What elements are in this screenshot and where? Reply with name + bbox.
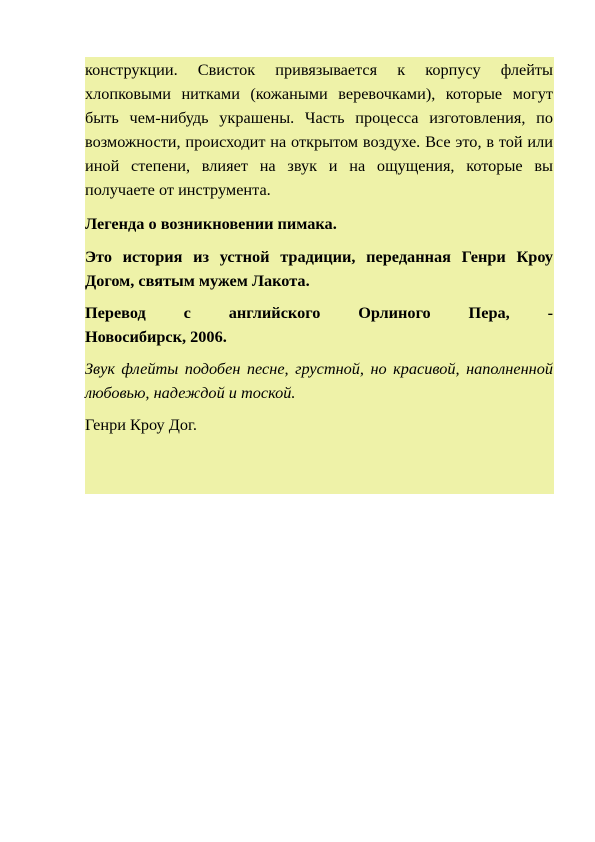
quote-author: Генри Кроу Дог. <box>85 415 197 435</box>
body-paragraph: конструкции. Свисток привязывается к корпусу флейты хлопковыми нитками (кожаными веревочками), которые могут быть чем-нибудь украшены. Часть процесса изготовления, по возможности, происходит на открытом воздухе. Все это, в той или иной степени, влияет на звук и на ощущения, которые вы получаете от инструмента. <box>85 60 553 200</box>
legend-heading: Легенда о возникновении пимака. <box>85 213 337 233</box>
translation-credit-line-1: Перевод с английского Орлиного Пера, - <box>85 302 553 322</box>
flute-quote: Звук флейты подобен песне, грустной, но красивой, наполненной любовью, надеждой и тоской. <box>85 359 553 403</box>
translation-credit <box>85 301 553 349</box>
translation-credit-line-2: Новосибирск, 2006. <box>85 326 227 346</box>
document-text-block <box>85 58 553 437</box>
story-origin-paragraph: Это история из устной традиции, переданная Генри Кроу Догом, святым мужем Лакота. <box>85 246 553 290</box>
